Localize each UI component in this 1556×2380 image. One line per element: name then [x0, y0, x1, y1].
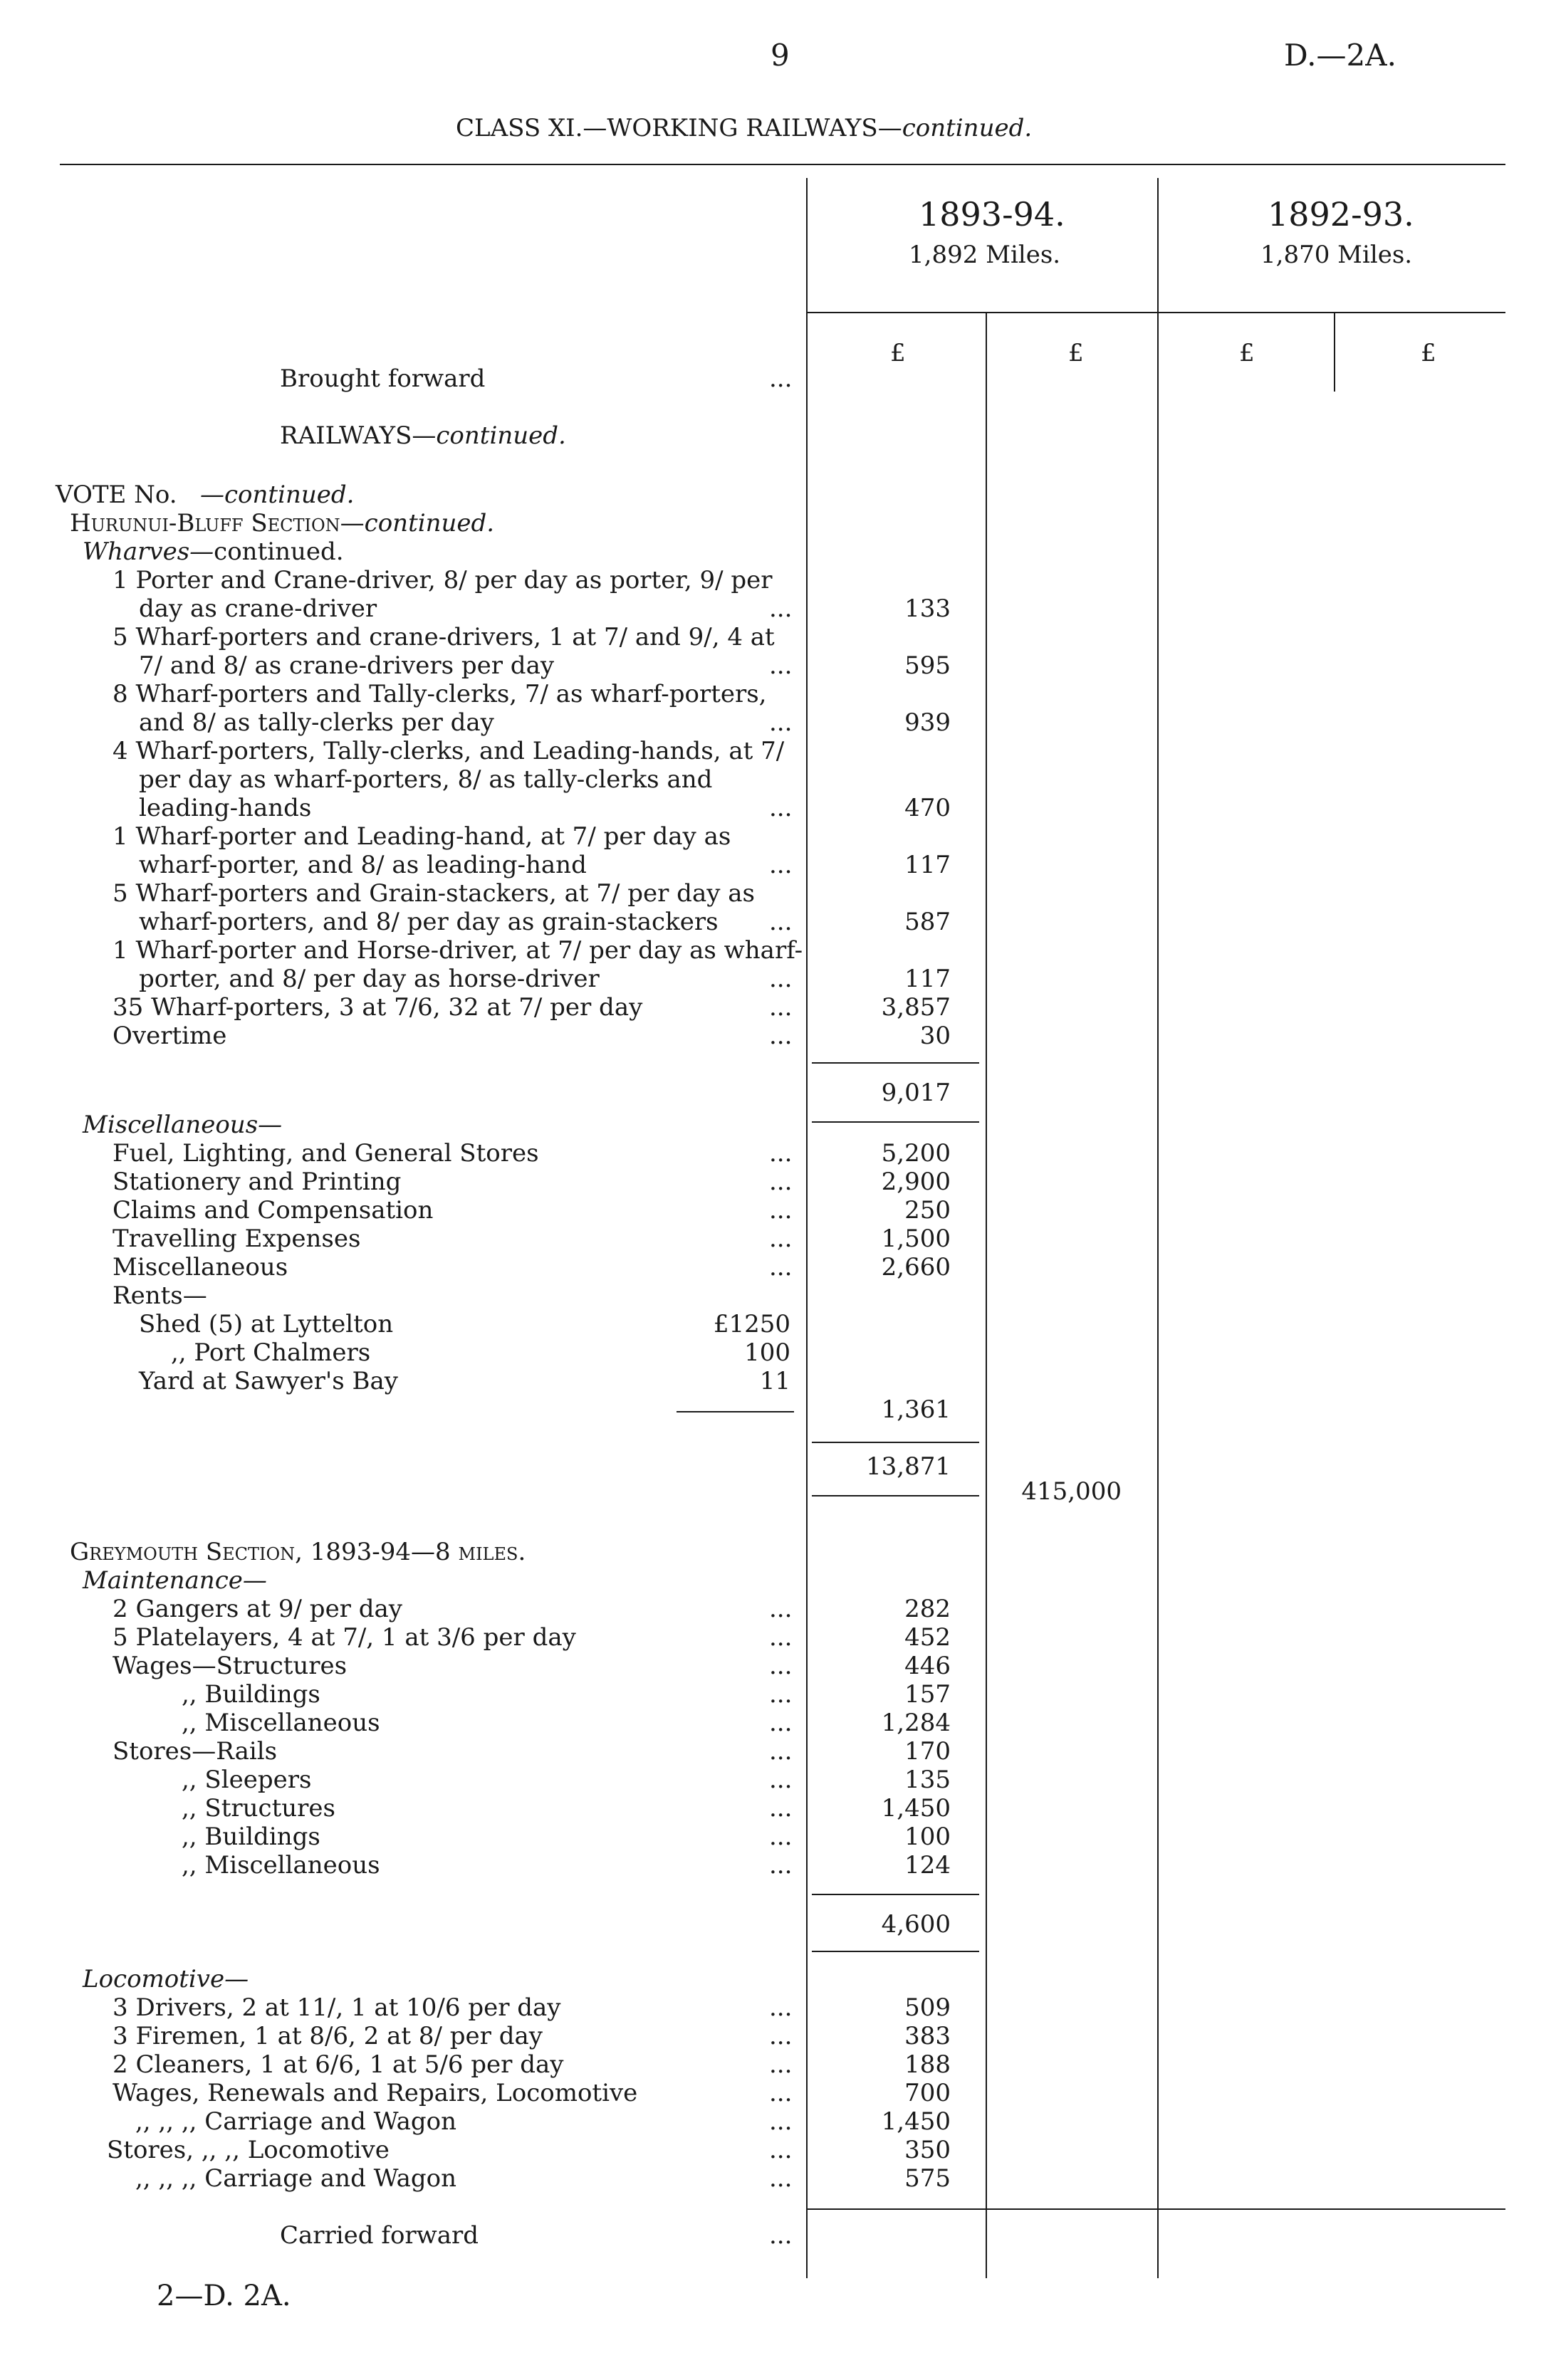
line-item-amount: 2,660 [881, 1253, 951, 1281]
column-header-rule [806, 312, 1505, 313]
line-item-text: 7/ and 8/ as crane-drivers per day [139, 651, 555, 680]
line-item-text: 35 Wharf-porters, 3 at 7/6, 32 at 7/ per day [113, 993, 643, 1022]
header-rule [60, 164, 1505, 165]
leader-dots: ... [769, 1737, 793, 1766]
line-item-amount: 5,200 [881, 1139, 951, 1168]
page-title-main: CLASS XI.—WORKING RAILWAYS— [456, 114, 902, 142]
line-item-text: 1 Wharf-porter and Horse-driver, at 7/ per day as wharf- [113, 936, 803, 965]
leader-dots: ... [769, 1851, 793, 1880]
wharves-label: Wharves— [83, 538, 214, 566]
leader-dots: ... [769, 1022, 793, 1050]
line-item-amount: 383 [904, 2022, 951, 2050]
leader-dots: ... [769, 2221, 793, 2250]
line-item-amount: 30 [919, 1022, 951, 1050]
line-item-text: Stores—Rails [113, 1737, 278, 1766]
wharves-subtotal: 9,017 [881, 1079, 951, 1107]
leader-dots: ... [769, 2107, 793, 2136]
line-item-amount: 124 [904, 1851, 951, 1880]
line-item-amount: 1,500 [881, 1225, 951, 1253]
vote-heading [56, 481, 354, 509]
line-item-amount: 595 [904, 651, 951, 680]
subtotal-rule [812, 1442, 979, 1443]
line-item-amount: 170 [904, 1737, 951, 1766]
line-item-text: and 8/ as tally-clerks per day [139, 708, 494, 737]
line-item-text: 1 Wharf-porter and Leading-hand, at 7/ per day as [113, 822, 731, 851]
line-item-text: day as crane-driver [139, 594, 377, 623]
carried-forward-label: Carried forward [280, 2221, 479, 2250]
line-item-amount: 133 [904, 594, 951, 623]
page-number: 9 [771, 38, 790, 73]
line-item-text: ,, ,, ,, Carriage and Wagon [135, 2164, 457, 2193]
maintenance-subtotal: 4,600 [881, 1910, 951, 1939]
leader-dots: ... [769, 1196, 793, 1225]
section-label: Hurunui-Bluff Section— [70, 509, 365, 538]
line-item-amount: 446 [904, 1652, 951, 1680]
leader-dots: ... [769, 594, 793, 623]
line-item-amount: 350 [904, 2136, 951, 2164]
leader-dots: ... [769, 1253, 793, 1281]
line-item-text: wharf-porter, and 8/ as leading-hand [139, 851, 587, 879]
current-year-heading: 1893-94. [919, 195, 1065, 234]
misc-heading: Miscellaneous— [83, 1111, 283, 1139]
line-item-text: 4 Wharf-porters, Tally-clerks, and Leading-hands, at 7/ [113, 737, 785, 765]
misc-subtotal: 13,871 [866, 1452, 951, 1481]
line-item-amount: 117 [904, 965, 951, 993]
line-item-amount: 135 [904, 1766, 951, 1794]
line-item-amount: 1,284 [881, 1709, 951, 1737]
leader-dots: ... [769, 2136, 793, 2164]
previous-miles-heading: 1,870 Miles. [1260, 241, 1413, 269]
rents-heading: Rents— [113, 1281, 207, 1310]
line-item-text: per day as wharf-porters, 8/ as tally-clerks and [139, 765, 713, 794]
column-rule-middle [986, 313, 987, 2278]
line-item-text: leading-hands [139, 794, 312, 822]
line-item-text: 1 Porter and Crane-driver, 8/ per day as porter, 9/ per [113, 566, 773, 594]
line-item-amount: 1,450 [881, 1794, 951, 1823]
leader-dots: ... [769, 1680, 793, 1709]
leader-dots: ... [769, 2022, 793, 2050]
section-heading [70, 509, 494, 538]
line-item-text: 3 Drivers, 2 at 11/, 1 at 10/6 per day [113, 1993, 561, 2022]
subtotal-rule [812, 1062, 979, 1064]
rents-rule [677, 1411, 794, 1412]
leader-dots: ... [769, 1168, 793, 1196]
line-item-text: 5 Platelayers, 4 at 7/, 1 at 3/6 per day [113, 1623, 576, 1652]
leader-dots: ... [769, 1709, 793, 1737]
leader-dots: ... [769, 2164, 793, 2193]
leader-dots: ... [769, 651, 793, 680]
line-item-text: Stores, ,, ,, Locomotive [107, 2136, 390, 2164]
leader-dots: ... [769, 908, 793, 936]
leader-dots: ... [769, 365, 793, 393]
line-item-amount: 100 [904, 1823, 951, 1851]
line-item-amount: 188 [904, 2050, 951, 2079]
line-item-text: Claims and Compensation [113, 1196, 434, 1225]
line-item-text: 2 Gangers at 9/ per day [113, 1595, 402, 1623]
subtotal-rule [812, 1121, 979, 1123]
leader-dots: ... [769, 1225, 793, 1253]
line-item-text: ,, Buildings [182, 1680, 320, 1709]
subtotal-rule [812, 1951, 979, 1952]
section-heading: Greymouth Section, 1893-94—8 miles. [70, 1538, 526, 1566]
line-item-amount: 575 [904, 2164, 951, 2193]
footer-signature: 2—D. 2A. [157, 2280, 291, 2312]
line-item-amount: 2,900 [881, 1168, 951, 1196]
column-rule-prev-split [1334, 313, 1335, 392]
page-title-continued: continued. [902, 114, 1033, 142]
leader-dots: ... [769, 794, 793, 822]
leader-dots: ... [769, 1139, 793, 1168]
brought-forward-label: Brought forward [280, 365, 486, 393]
leader-dots: ... [769, 1993, 793, 2022]
column-rule-right [1157, 178, 1159, 2278]
wharves-heading [83, 538, 344, 566]
currency-mark: £ [1068, 339, 1084, 367]
line-item-text: ,, Buildings [182, 1823, 320, 1851]
line-item-amount: 700 [904, 2079, 951, 2107]
wharves-continued: continued. [214, 538, 344, 566]
line-item-text: 5 Wharf-porters and crane-drivers, 1 at 7/ and 9/, 4 at [113, 623, 775, 651]
section-continued: continued. [364, 509, 495, 538]
page-title [456, 114, 1032, 142]
line-item-text: 3 Firemen, 1 at 8/6, 2 at 8/ per day [113, 2022, 543, 2050]
line-item-amount: 1,450 [881, 2107, 951, 2136]
subtotal-rule [812, 1495, 979, 1496]
railways-heading [280, 421, 566, 450]
line-item-text: Wages—Structures [113, 1652, 348, 1680]
line-item-amount: 157 [904, 1680, 951, 1709]
leader-dots: ... [769, 1623, 793, 1652]
leader-dots: ... [769, 965, 793, 993]
line-item-text: Wages, Renewals and Repairs, Locomotive [113, 2079, 638, 2107]
locomotive-heading: Locomotive— [83, 1965, 249, 1993]
line-item-amount: 3,857 [881, 993, 951, 1022]
currency-mark: £ [1239, 339, 1255, 367]
line-item-amount: 452 [904, 1623, 951, 1652]
rent-item-text: Yard at Sawyer's Bay [139, 1367, 398, 1395]
rent-item-amount: £1250 [713, 1310, 790, 1338]
leader-dots: ... [769, 2050, 793, 2079]
leader-dots: ... [769, 1766, 793, 1794]
leader-dots: ... [769, 2079, 793, 2107]
line-item-text: 5 Wharf-porters and Grain-stackers, at 7/ per day as [113, 879, 755, 908]
vote-continued: —continued. [200, 481, 355, 509]
column-rule-left [806, 178, 808, 2278]
rent-item-amount: 11 [759, 1367, 790, 1395]
rent-item-text: Shed (5) at Lyttelton [139, 1310, 394, 1338]
line-item-text: Fuel, Lighting, and General Stores [113, 1139, 539, 1168]
subtotal-rule [812, 1894, 979, 1895]
line-item-text: ,, Miscellaneous [182, 1851, 380, 1880]
line-item-text: Overtime [113, 1022, 227, 1050]
rent-item-text: ,, Port Chalmers [171, 1338, 371, 1367]
line-item-text: ,, ,, ,, Carriage and Wagon [135, 2107, 457, 2136]
line-item-amount: 939 [904, 708, 951, 737]
railways-label: RAILWAYS— [280, 421, 437, 450]
leader-dots: ... [769, 851, 793, 879]
leader-dots: ... [769, 993, 793, 1022]
line-item-text: 8 Wharf-porters and Tally-clerks, 7/ as wharf-porters, [113, 680, 767, 708]
vote-label: VOTE No. [56, 481, 177, 509]
railways-continued: continued. [436, 421, 566, 450]
line-item-amount: 470 [904, 794, 951, 822]
line-item-amount: 282 [904, 1595, 951, 1623]
line-item-amount: 117 [904, 851, 951, 879]
rents-subtotal: 1,361 [881, 1395, 951, 1424]
leader-dots: ... [769, 1823, 793, 1851]
section-total: 415,000 [1021, 1477, 1122, 1506]
leader-dots: ... [769, 1652, 793, 1680]
previous-year-heading: 1892-93. [1268, 195, 1414, 234]
line-item-text: Travelling Expenses [113, 1225, 361, 1253]
line-item-amount: 250 [904, 1196, 951, 1225]
leader-dots: ... [769, 1595, 793, 1623]
currency-mark: £ [890, 339, 906, 367]
current-miles-heading: 1,892 Miles. [909, 241, 1061, 269]
line-item-text: Miscellaneous [113, 1253, 288, 1281]
leader-dots: ... [769, 1794, 793, 1823]
line-item-text: porter, and 8/ per day as horse-driver [139, 965, 600, 993]
line-item-text: ,, Sleepers [182, 1766, 312, 1794]
currency-mark: £ [1421, 339, 1436, 367]
line-item-text: ,, Structures [182, 1794, 335, 1823]
line-item-text: ,, Miscellaneous [182, 1709, 380, 1737]
line-item-amount: 509 [904, 1993, 951, 2022]
line-item-amount: 587 [904, 908, 951, 936]
document-reference: D.—2A. [1284, 38, 1396, 73]
line-item-text: Stationery and Printing [113, 1168, 402, 1196]
rent-item-amount: 100 [744, 1338, 790, 1367]
carried-forward-rule [806, 2208, 1505, 2210]
maintenance-heading: Maintenance— [83, 1566, 267, 1595]
line-item-text: wharf-porters, and 8/ per day as grain-stackers [139, 908, 719, 936]
line-item-text: 2 Cleaners, 1 at 6/6, 1 at 5/6 per day [113, 2050, 564, 2079]
leader-dots: ... [769, 708, 793, 737]
